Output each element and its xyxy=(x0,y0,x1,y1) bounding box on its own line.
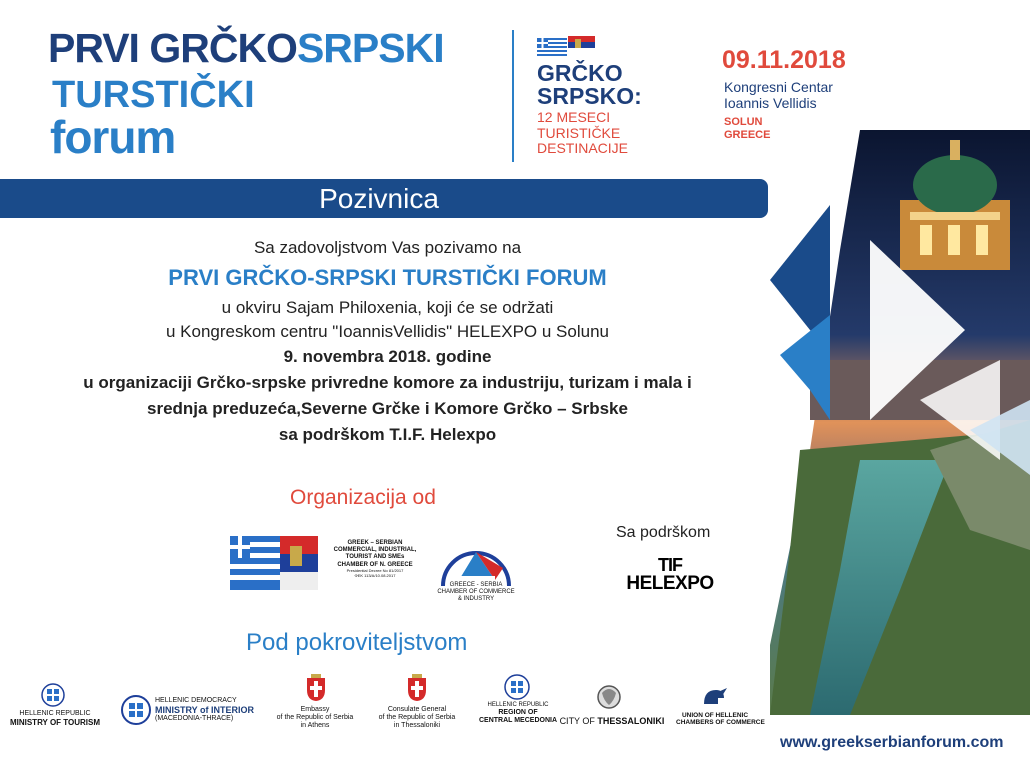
venue-line2: Ioannis Vellidis xyxy=(724,94,817,111)
gs-chamber-text-3: & INDUSTRY xyxy=(457,596,495,603)
invitation-line6: u organizaciji Grčko-srpske privredne komore za industriju, turizam i mala i xyxy=(83,373,692,392)
venue-line1: Kongresni Centar xyxy=(724,79,833,95)
invitation-line1: Sa zadovoljstvom Vas pozivamo na xyxy=(253,238,522,257)
header-divider xyxy=(512,30,514,162)
chamber-text-5: Presidential Decree No 81/2017 xyxy=(346,567,404,573)
helexpo-logo-text: HELEXPO xyxy=(626,573,714,594)
embassy-line3: in Athens xyxy=(300,722,330,730)
invitation-line8: sa podrškom T.I.F. Helexpo xyxy=(278,425,497,444)
chamber-text-2: COMMERCIAL, INDUSTRIAL, xyxy=(333,547,417,554)
alexander-head-icon xyxy=(596,683,622,713)
website-link[interactable]: www.greekserbianforum.com xyxy=(780,734,1004,751)
region-central-macedonia-emblem-icon xyxy=(504,674,530,700)
embassy-line2: of the Republic of Serbia xyxy=(276,714,354,722)
region-line1: HELLENIC REPUBLIC xyxy=(487,702,549,708)
forum-title-line2: TURSTIČKI xyxy=(52,74,255,116)
tif-helexpo-logo xyxy=(620,556,720,593)
subtitle-main: GRČKO SRPSKO: xyxy=(537,60,642,110)
city-of-label: CITY OF xyxy=(559,716,595,726)
tif-logo-text: TIF xyxy=(658,555,682,575)
consulate-line1: Consulate General xyxy=(387,706,447,713)
organizers-heading: Organizacija od xyxy=(290,486,436,509)
invitation-line4: u Kongreskom centru "IoannisVellidis" HELEXPO u Solunu xyxy=(166,322,609,341)
consulate-line2: of the Republic of Serbia xyxy=(378,714,456,722)
ministry-tourism-line2: MINISTRY OF TOURISM xyxy=(9,718,101,728)
region-line3: CENTRAL MECEDONIA xyxy=(478,716,558,724)
ministry-interior-logo xyxy=(155,697,265,723)
support-heading: Sa podrškom xyxy=(616,524,711,541)
event-date: 09.11.2018 xyxy=(722,46,846,74)
embassy-line1: Embassy xyxy=(300,706,330,713)
forum-title-line3: forum xyxy=(50,111,176,163)
serbia-coat-of-arms-icon xyxy=(406,674,428,702)
greek-serbian-flag-logo-icon xyxy=(230,532,318,594)
gs-chamber-text-1: GREECE - SERBIA xyxy=(449,582,503,588)
greece-serbia-chamber-text xyxy=(432,582,520,604)
chamber-north-greece-text xyxy=(322,540,428,578)
region-line2: REGION OF xyxy=(498,708,538,716)
ministry-interior-line2: MINISTRY of INTERIOR xyxy=(155,705,254,716)
consulate-line3: in Thessaloniki xyxy=(393,722,441,730)
ministry-interior-line1: HELLENIC DEMOCRACY xyxy=(155,697,237,704)
forum-name: PRVI GRČKO-SRPSKI TURSTIČKI FORUM xyxy=(168,265,607,290)
forum-title-line1: PRVI GRČKOSRPSKI xyxy=(48,25,444,71)
union-line1: UNION OF HELLENIC xyxy=(681,712,749,719)
ministry-tourism-line1: HELLENIC REPUBLIC xyxy=(19,710,91,717)
venue xyxy=(724,80,833,111)
region-central-macedonia-logo xyxy=(478,702,558,725)
chamber-text-1: GREEK – SERBIAN xyxy=(347,540,403,546)
invitation-date-line: 9. novembra 2018. godine xyxy=(283,347,492,366)
gs-chamber-text-2: CHAMBER OF COMMERCE xyxy=(437,589,515,596)
invitation-line7: srednja preduzeća,Severne Grčke i Komore Grčko – Srbske xyxy=(147,399,628,418)
invitation-banner xyxy=(0,179,768,218)
chamber-text-6: ΦΕΚ 113/Α/10.08.2017 xyxy=(354,572,396,578)
ministry-interior-emblem-icon xyxy=(120,694,152,726)
union-hellenic-chambers-logo xyxy=(676,712,765,727)
embassy-serbia-logo xyxy=(265,706,365,730)
destination-photo-collage xyxy=(770,130,1030,715)
chamber-text-4: CHAMBER OF N. GREECE xyxy=(337,561,413,568)
banner-label: Pozivnica xyxy=(319,183,439,214)
city xyxy=(724,116,770,141)
patronage-heading: Pod pokroviteljstvom xyxy=(246,629,468,656)
hermes-helmet-icon xyxy=(700,686,728,710)
city-thessaloniki-logo xyxy=(558,716,666,726)
city-line1: SOLUN xyxy=(724,116,763,128)
invitation-line3: u okviru Sajam Philoxenia, koji će se održati xyxy=(221,298,554,317)
consulate-serbia-logo xyxy=(366,706,468,730)
serbia-coat-of-arms-icon xyxy=(305,674,327,702)
thessaloniki-label: THESSALONIKI xyxy=(597,716,665,726)
greek-serbian-flags-icon xyxy=(537,36,595,56)
city-line2: GREECE xyxy=(724,128,771,141)
ministry-tourism-logo xyxy=(5,710,105,727)
greece-serbia-chamber-emblem-icon xyxy=(437,528,515,588)
union-line2: CHAMBERS OF COMMERCE xyxy=(676,719,765,727)
ministry-interior-line3: (MACEDONIA-THRACE) xyxy=(155,715,234,723)
chamber-text-3: TOURIST AND SMEs xyxy=(345,554,405,561)
subtitle-sub: 12 MESECI TURISTIČKE DESTINACIJE xyxy=(537,109,629,157)
hellenic-republic-emblem-icon xyxy=(41,683,65,707)
